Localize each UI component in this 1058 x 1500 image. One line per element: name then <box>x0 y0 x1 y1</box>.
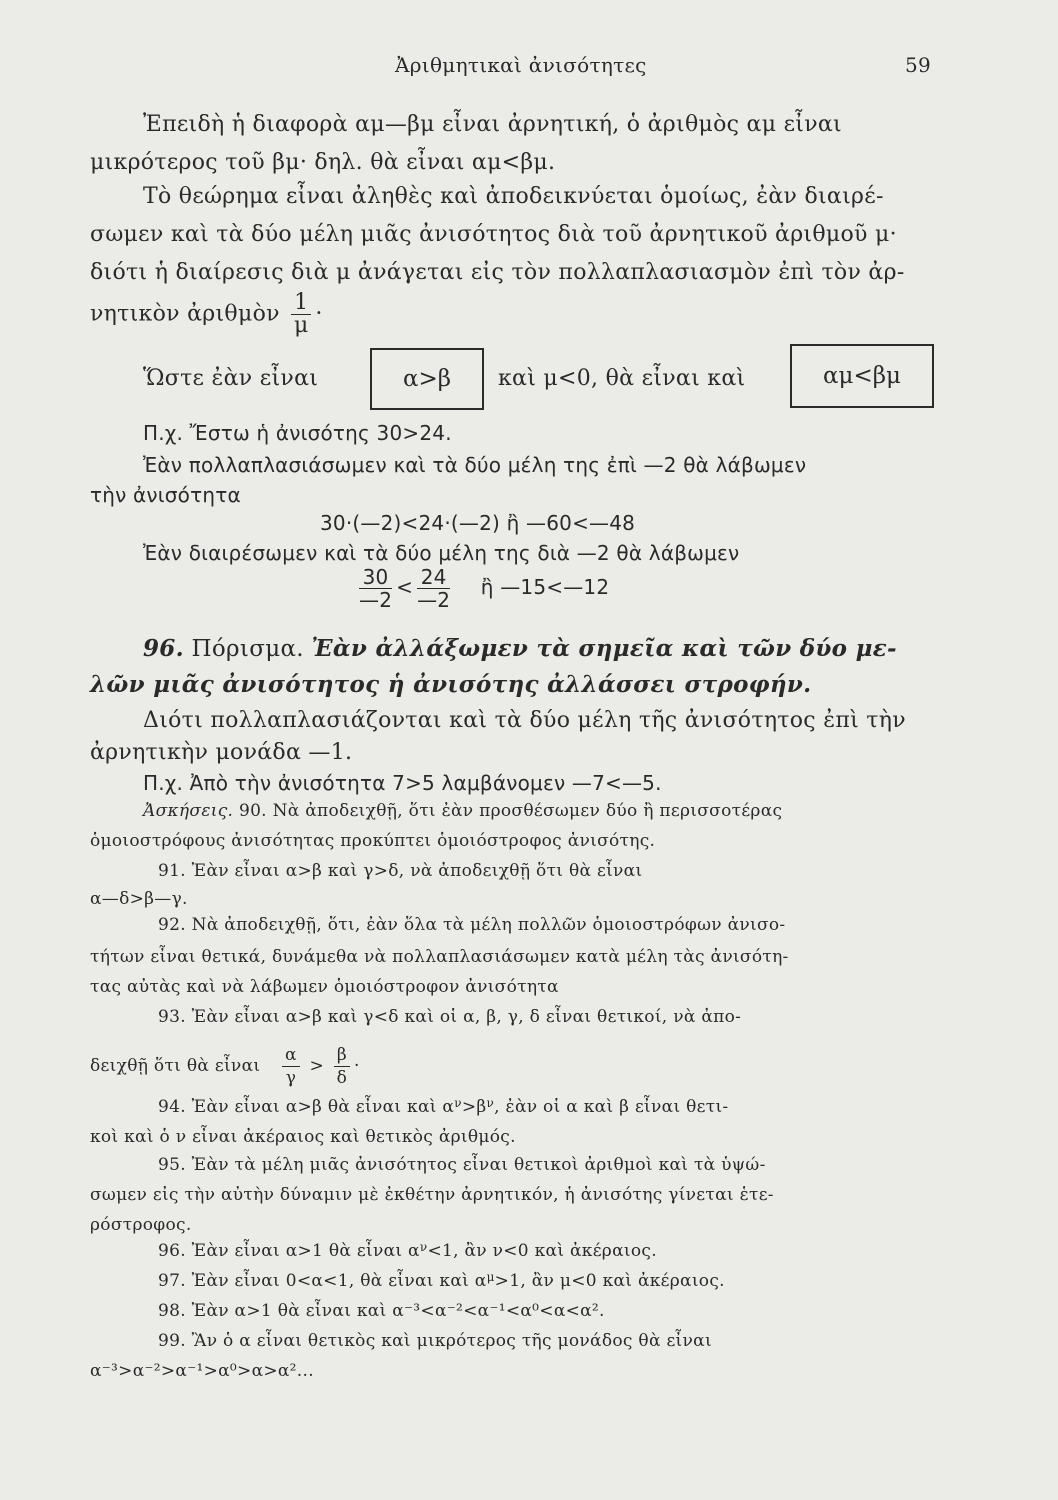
exercise-line: 95. Ἐὰν τὰ μέλη μιᾶς ἀνισότητος εἶναι θετικοὶ ἀριθμοὶ καὶ τὰ ὑψώ- <box>158 1155 766 1175</box>
exercise-text: 90. Νὰ ἀποδειχθῇ, ὅτι ἐὰν προσθέσωμεν δύο ἢ περισσοτέρας <box>238 801 783 821</box>
relation-sign: < <box>396 575 414 599</box>
fraction-denominator: μ <box>293 313 309 338</box>
exercise-line: 98. Ἐὰν α>1 θὰ εἶναι καὶ α⁻³<α⁻²<α⁻¹<α⁰<α<α². <box>158 1301 605 1321</box>
fraction-denominator: —2 <box>359 588 393 612</box>
fraction-denominator: γ <box>285 1068 297 1088</box>
exercise-line: α—δ>β—γ. <box>90 889 188 909</box>
fraction-denominator: —2 <box>417 588 451 612</box>
fraction-numerator: 30 <box>359 566 392 589</box>
fraction-numerator: α <box>282 1044 300 1067</box>
exercise-line <box>90 1044 360 1089</box>
exercise-line <box>158 1270 725 1292</box>
example-line: Ἐὰν πολλαπλασιάσωμεν καὶ τὰ δύο μέλη της ἐπὶ —2 θὰ λάβωμεν <box>143 453 807 477</box>
example-fraction-equation <box>355 566 609 611</box>
exercise-line <box>143 800 782 822</box>
exercise-line: ὁμοιοστρόφους ἀνισότητας προκύπτει ὁμοιόστροφος ἀνισότης. <box>90 831 656 851</box>
boxed-inequality-2: αμ<βμ <box>790 344 934 408</box>
text-line: μικρότερος τοῦ βμ· δηλ. θὰ εἶναι αμ<βμ. <box>90 150 556 175</box>
exercises-label: Ἀσκήσεις. <box>143 801 234 821</box>
section-number: 96. <box>143 635 184 662</box>
exercise-text: 97. Ἐὰν εἶναι 0<α<1, θὰ εἶναι καὶ α <box>158 1271 487 1291</box>
fraction-numerator: 1 <box>291 292 311 315</box>
exercise-line: 93. Ἐὰν εἶναι α>β καὶ γ<δ καὶ οἱ α, β, γ, δ εἶναι θετικοί, νὰ ἀπο- <box>158 1007 742 1027</box>
text-line: Τὸ θεώρημα εἶναι ἀληθὲς καὶ ἀποδεικνύεται ὁμοίως, ἐὰν διαιρέ- <box>143 184 884 209</box>
exercise-line: α⁻³>α⁻²>α⁻¹>α⁰>α>α²... <box>90 1361 314 1381</box>
example-line: Π.χ. Ἔστω ἡ ἀνισότης 30>24. <box>143 421 452 445</box>
fraction <box>359 566 392 611</box>
corollary-heading <box>143 636 897 662</box>
fraction-one-over-mu <box>291 292 311 337</box>
text-line: σωμεν καὶ τὰ δύο μέλη μιᾶς ἀνισότητος διὰ τοῦ ἀρνητικοῦ ἀριθμοῦ μ· <box>90 222 897 247</box>
page-number: 59 <box>905 53 932 77</box>
exercise-text: <1, ἂν ν<0 καὶ ἀκέραιος. <box>427 1241 657 1261</box>
exercise-text: >1, ἂν μ<0 καὶ ἀκέραιος. <box>494 1271 725 1291</box>
example-line: Π.χ. Ἀπὸ τὴν ἀνισότητα 7>5 λαμβάνομεν —7<—5. <box>143 771 662 795</box>
exercise-line: τας αὐτὰς καὶ νὰ λάβωμεν ὁμοιόστροφον ἀνισότητα <box>90 977 559 997</box>
text-line: Διότι πολλαπλασιάζονται καὶ τὰ δύο μέλη τῆς ἀνισότητος ἐπὶ τὴν <box>143 708 906 733</box>
text-line <box>90 292 323 337</box>
example-line: τὴν ἀνισότητα <box>90 483 241 507</box>
exercise-line: κοὶ καὶ ὁ ν εἶναι ἀκέραιος καὶ θετικὸς ἀριθμός. <box>90 1127 516 1147</box>
text-fragment: νητικὸν ἀριθμὸν <box>90 301 280 327</box>
exponent: ν <box>486 1096 495 1110</box>
exercise-line: ρόστροφος. <box>90 1215 192 1235</box>
exercise-line: 99. Ἂν ὁ α εἶναι θετικὸς καὶ μικρότερος τῆς μονάδος θὰ εἶναι <box>158 1331 712 1351</box>
text-fragment: ἢ —15<—12 <box>480 575 610 599</box>
relation-sign: > <box>309 1056 325 1076</box>
exercise-text: 94. Ἐὰν εἶναι α>β θὰ εἶναι καὶ α <box>158 1097 455 1117</box>
text-line: διότι ἡ διαίρεσις διὰ μ ἀνάγεται εἰς τὸν πολλαπλασιασμὸν ἐπὶ τὸν ἀρ- <box>90 260 905 285</box>
fraction <box>417 566 450 611</box>
hence-mid: καὶ μ<0, θὰ εἶναι καὶ <box>498 366 746 391</box>
section-title: Πόρισμα. <box>191 636 304 662</box>
example-line: Ἐὰν διαιρέσωμεν καὶ τὰ δύο μέλη της διὰ —2 θὰ λάβωμεν <box>143 541 740 565</box>
exercise-line: 91. Ἐὰν εἶναι α>β καὶ γ>δ, νὰ ἀποδειχθῇ ὅτι θὰ εἶναι <box>158 861 643 881</box>
example-equation: 30·(—2)<24·(—2) ἢ —60<—48 <box>320 511 636 535</box>
running-title: Ἀριθμητικαὶ ἀνισότητες <box>395 53 647 77</box>
fraction <box>334 1044 350 1089</box>
fraction <box>282 1044 300 1089</box>
hence-lead: Ὥστε ἐὰν εἶναι <box>143 366 319 391</box>
boxed-inequality-1: α>β <box>370 348 484 410</box>
exercise-line: τήτων εἶναι θετικά, δυνάμεθα νὰ πολλαπλασιάσωμεν κατὰ μέλη τὰς ἀνισότη- <box>90 947 789 967</box>
text-fragment: · <box>353 1056 360 1076</box>
exercise-text: >β <box>461 1097 487 1117</box>
exercise-line: σωμεν εἰς τὴν αὐτὴν δύναμιν μὲ ἐκθέτην ἀρνητικόν, ἡ ἀνισότης γίνεται ἑτε- <box>90 1185 774 1205</box>
exercise-line: 92. Νὰ ἀποδειχθῇ, ὅτι, ἐὰν ὅλα τὰ μέλη πολλῶν ὁμοιοστρόφων ἀνισο- <box>158 915 786 935</box>
text-line: ἀρνητικὴν μονάδα —1. <box>90 740 353 765</box>
corollary-statement: λῶν μιᾶς ἀνισότητος ἡ ἀνισότης ἀλλάσσει στροφήν. <box>90 671 812 698</box>
exponent: μ <box>486 1270 495 1284</box>
text-fragment: · <box>315 301 323 327</box>
exercise-text: δειχθῇ ὅτι θὰ εἶναι <box>90 1056 261 1076</box>
exercise-line <box>158 1240 657 1262</box>
exponent: ν <box>419 1240 428 1254</box>
fraction-numerator: β <box>334 1044 350 1067</box>
fraction-numerator: 24 <box>417 566 450 589</box>
exponent: ν <box>454 1096 462 1110</box>
exercise-line <box>158 1096 728 1118</box>
exercise-text: 96. Ἐὰν εἶναι α>1 θὰ εἶναι α <box>158 1241 420 1261</box>
exercise-text: , ἐὰν οἱ α καὶ β εἶναι θετι- <box>494 1097 729 1117</box>
text-line: Ἐπειδὴ ἡ διαφορὰ αμ—βμ εἶναι ἀρνητική, ὁ ἀριθμὸς αμ εἶναι <box>143 112 842 137</box>
corollary-statement: Ἐὰν ἀλλάξωμεν τὰ σημεῖα καὶ τῶν δύο με- <box>311 635 897 662</box>
fraction-denominator: δ <box>336 1068 348 1088</box>
